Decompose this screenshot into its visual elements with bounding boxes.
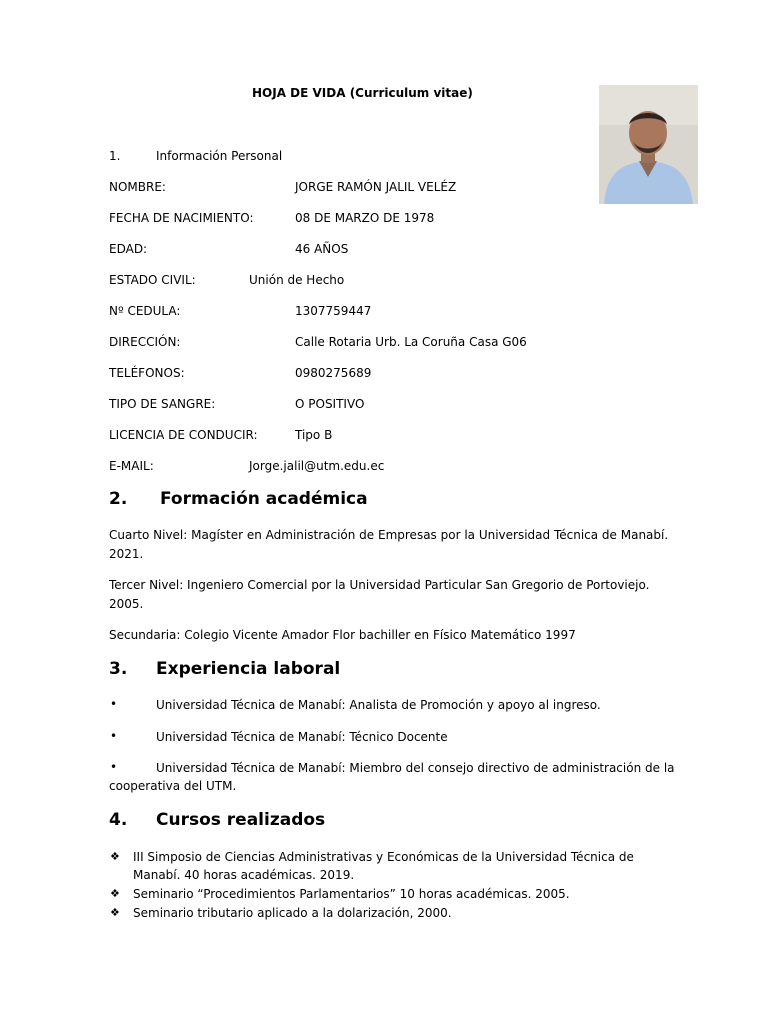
field-label: EDAD:	[109, 242, 148, 256]
section-number: 1.	[109, 149, 121, 163]
education-item: Secundaria: Colegio Vicente Amador Flor bachiller en Físico Matemático 1997	[109, 628, 576, 642]
field-value: 08 DE MARZO DE 1978	[295, 211, 435, 225]
experience-item: Universidad Técnica de Manabí: Miembro del consejo directivo de administración de la	[156, 761, 675, 775]
field-value: 46 AÑOS	[295, 242, 349, 256]
section-heading-courses: Cursos realizados	[156, 810, 326, 830]
field-label: E-MAIL:	[109, 459, 154, 473]
experience-item: Universidad Técnica de Manabí: Técnico Docente	[156, 730, 448, 744]
profile-photo	[599, 85, 698, 204]
field-label: TELÉFONOS:	[109, 366, 185, 380]
section-number: 3.	[109, 659, 128, 679]
education-item: Cuarto Nivel: Magíster en Administración de Empresas por la Universidad Técnica de Manabí. 2021.	[109, 528, 669, 561]
course-item: Seminario “Procedimientos Parlamentarios” 10 horas académicas. 2005.	[133, 887, 570, 901]
experience-item: Universidad Técnica de Manabí: Analista de Promoción y apoyo al ingreso.	[156, 698, 601, 712]
field-value: Tipo B	[295, 428, 333, 442]
field-label: LICENCIA DE CONDUCIR:	[109, 428, 258, 442]
course-item: III Simposio de Ciencias Administrativas y Económicas de la Universidad Técnica de	[133, 850, 634, 864]
section-heading-education: Formación académica	[160, 489, 368, 509]
field-value: Unión de Hecho	[249, 273, 345, 287]
bullet-dot-icon: •	[110, 697, 118, 711]
diamond-bullet-icon: ❖	[110, 906, 120, 919]
section-number: 4.	[109, 810, 128, 830]
field-label: NOMBRE:	[109, 180, 166, 194]
field-label: ESTADO CIVIL:	[109, 273, 196, 287]
diamond-bullet-icon: ❖	[110, 850, 120, 863]
field-value: O POSITIVO	[295, 397, 365, 411]
section-title-personal: Información Personal	[156, 149, 283, 163]
field-label: DIRECCIÓN:	[109, 335, 181, 349]
person-photo-icon	[599, 85, 698, 204]
section-heading-experience: Experiencia laboral	[156, 659, 341, 679]
section-number: 2.	[109, 489, 128, 509]
document-title: HOJA DE VIDA (Curriculum vitae)	[252, 86, 473, 100]
bullet-dot-icon: •	[110, 760, 118, 774]
field-label: FECHA DE NACIMIENTO:	[109, 211, 254, 225]
course-item: Seminario tributario aplicado a la dolarización, 2000.	[133, 906, 452, 920]
field-label: TIPO DE SANGRE:	[109, 397, 216, 411]
field-value: JORGE RAMÓN JALIL VELÉZ	[295, 180, 457, 194]
course-item-continuation: Manabí. 40 horas académicas. 2019.	[133, 868, 355, 882]
field-value: Calle Rotaria Urb. La Coruña Casa G06	[295, 335, 527, 349]
field-value: 0980275689	[295, 366, 372, 380]
email-link[interactable]: Jorge.jalil@utm.edu.ec	[249, 459, 385, 473]
bullet-dot-icon: •	[110, 729, 118, 743]
experience-item-continuation: cooperativa del UTM.	[109, 779, 237, 793]
field-label: Nº CEDULA:	[109, 304, 181, 318]
diamond-bullet-icon: ❖	[110, 887, 120, 900]
education-item: Tercer Nivel: Ingeniero Comercial por la Universidad Particular San Gregorio de Portoviejo. 2005.	[109, 578, 650, 611]
field-value: 1307759447	[295, 304, 372, 318]
